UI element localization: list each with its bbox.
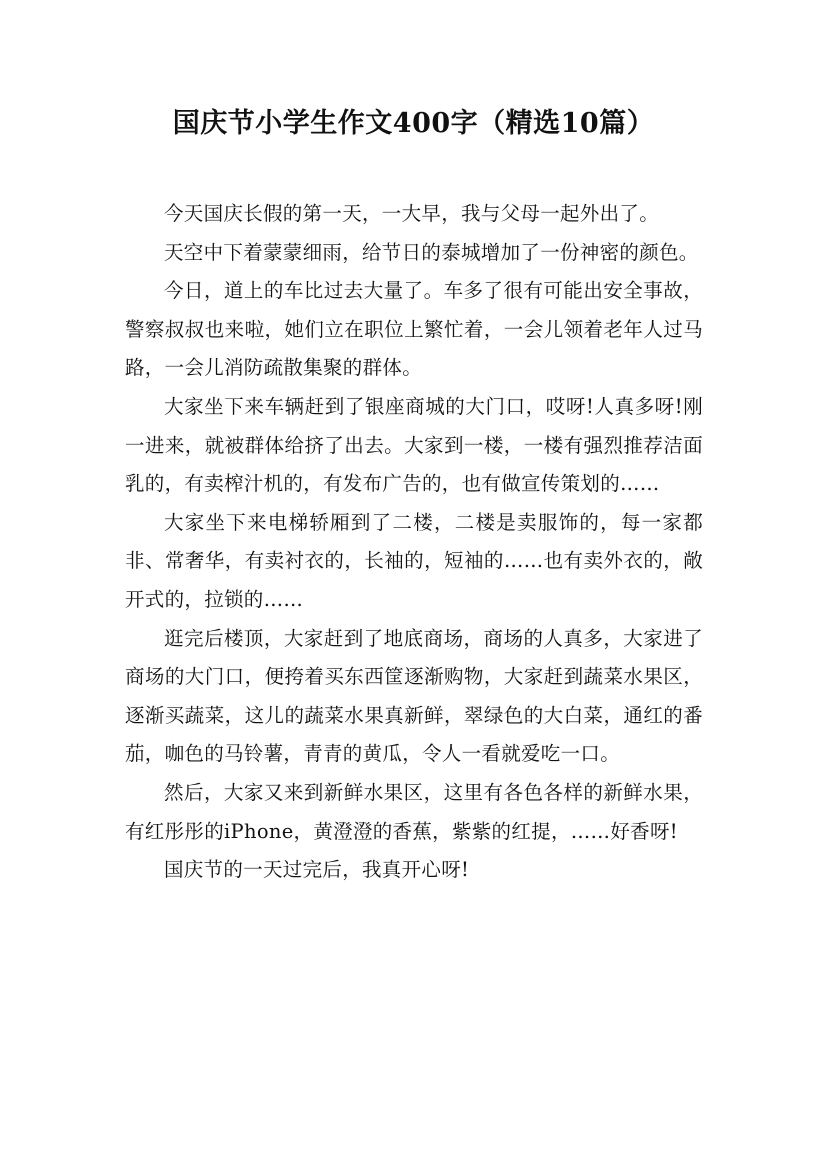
document-title: 国庆节小学生作文400字（精选10篇） — [172, 108, 655, 139]
essay-paragraph: 今日，道上的车比过去大量了。车多了很有可能出安全事故，警察叔叔也来啦，她们立在职位上繁忙着，一会儿领着老年人过马路，一会儿消防疏散集聚的群体。 — [125, 279, 703, 380]
essay-paragraph: 天空中下着蒙蒙细雨，给节日的泰城增加了一份神密的颜色。 — [164, 240, 699, 264]
essay-paragraph: 今天国庆长假的第一天，一大早，我与父母一起外出了。 — [164, 202, 660, 225]
essay-paragraph: 然后，大家又来到新鲜水果区，这里有各色各样的新鲜水果，有红彤彤的iPhone，黄澄澄的香蕉，紫紫的红提，……好香呀! — [125, 780, 703, 843]
essay-body — [125, 195, 703, 890]
essay-paragraph: 大家坐下来车辆赶到了银座商城的大门口，哎呀!人真多呀!刚一进来，就被群体给挤了出去。大家到一楼，一楼有强烈推荐洁面乳的，有卖榨汁机的，有发布广告的，也有做宣传策划的…… — [125, 394, 703, 496]
essay-paragraph: 大家坐下来电梯轿厢到了二楼，二楼是卖服饰的，每一家都非、常奢华，有卖衬衣的，长袖的，短袖的……也有卖外衣的，敞开式的，拉锁的…… — [125, 510, 703, 611]
essay-paragraph: 逛完后楼顶，大家赶到了地底商场，商场的人真多，大家进了商场的大门口，便挎着买东西筐逐渐购物，大家赶到蔬菜水果区，逐渐买蔬菜，这儿的蔬菜水果真新鲜，翠绿色的大白菜，通红的番茄，咖色的马铃薯，青青的黄瓜，令人一看就爱吃一口。 — [125, 626, 703, 766]
essay-paragraph: 国庆节的一天过完后，我真开心呀! — [164, 858, 470, 882]
